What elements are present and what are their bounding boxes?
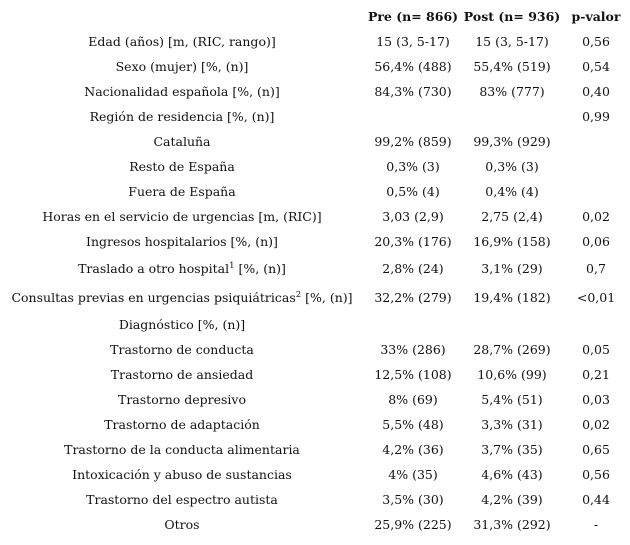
post-value: 15 (3, 5-17): [475, 34, 549, 49]
pre-value: 4,2% (36): [382, 442, 444, 457]
p-value: 0,05: [582, 342, 610, 357]
post-value: 16,9% (158): [473, 234, 551, 249]
table-row: [0, 283, 630, 312]
header-pre: Pre (n= 866): [367, 9, 459, 24]
p-value: 0,02: [582, 209, 610, 224]
post-value: 3,1% (29): [481, 261, 543, 276]
table-row: [0, 487, 630, 512]
table-row: [0, 512, 630, 537]
post-value: 19,4% (182): [473, 290, 551, 305]
row-label-text: Trastorno de adaptación: [104, 417, 260, 432]
post-value: 10,6% (99): [477, 367, 547, 382]
pre-value: 32,2% (279): [374, 290, 452, 305]
pre-value: 84,3% (730): [374, 84, 452, 99]
p-value: -: [593, 517, 599, 532]
row-label: [0, 179, 364, 204]
p-value: 0,02: [582, 417, 610, 432]
p-value: 0,7: [586, 261, 606, 276]
row-label: [0, 204, 364, 229]
pre-value: [364, 312, 462, 337]
row-label-text: Trastorno de ansiedad: [110, 367, 254, 382]
header-p-value: p-valor: [571, 9, 621, 24]
row-label-text: Fuera de España: [128, 184, 236, 199]
p-value: 0,56: [582, 467, 610, 482]
row-label: [0, 462, 364, 487]
table-row: [0, 254, 630, 283]
row-label-text: Sexo (mujer) [%, (n)]: [115, 59, 249, 74]
row-label-text: Ingresos hospitalarios [%, (n)]: [86, 234, 278, 249]
footnote-marker: 1: [229, 261, 235, 271]
row-label-text: Horas en el servicio de urgencias [m, (RIC)]: [42, 209, 322, 224]
row-label: [0, 512, 364, 537]
pre-value: 33% (286): [380, 342, 446, 357]
row-label: [0, 254, 364, 283]
p-value: 0,56: [582, 34, 610, 49]
post-value: 3,3% (31): [481, 417, 543, 432]
table-row: [0, 312, 630, 337]
p-value: [562, 312, 630, 337]
p-value: [562, 154, 630, 179]
post-value: 83% (777): [479, 84, 545, 99]
pre-value: [364, 104, 462, 129]
row-label-text: Consultas previas en urgencias psiquiátricas: [11, 290, 296, 305]
p-value: [562, 179, 630, 204]
header-label: [0, 4, 364, 29]
table-row: [0, 204, 630, 229]
row-label-text: Trastorno depresivo: [117, 392, 247, 407]
p-value: 0,44: [582, 492, 610, 507]
row-label: [0, 337, 364, 362]
table-row: [0, 54, 630, 79]
post-value: 99,3% (929): [473, 134, 551, 149]
pre-value: 4% (35): [388, 467, 438, 482]
row-label-text: Región de residencia [%, (n)]: [89, 109, 275, 124]
row-label: [0, 412, 364, 437]
post-value: [462, 104, 562, 129]
post-value: 4,2% (39): [481, 492, 543, 507]
row-label: [0, 129, 364, 154]
row-label: [0, 437, 364, 462]
post-value: 55,4% (519): [473, 59, 551, 74]
p-value: [562, 129, 630, 154]
pre-value: 5,5% (48): [382, 417, 444, 432]
post-value: 31,3% (292): [473, 517, 551, 532]
row-label: [0, 229, 364, 254]
table-row: [0, 337, 630, 362]
pre-value: 0,5% (4): [386, 184, 440, 199]
row-label: [0, 29, 364, 54]
row-label-text: Intoxicación y abuso de sustancias: [72, 467, 292, 482]
table-row: [0, 129, 630, 154]
comparison-table: [0, 4, 630, 537]
pre-value: 99,2% (859): [374, 134, 452, 149]
table-row: [0, 362, 630, 387]
row-label: [0, 387, 364, 412]
pre-value: 3,03 (2,9): [382, 209, 444, 224]
post-value: 5,4% (51): [481, 392, 543, 407]
table-row: [0, 462, 630, 487]
row-label-text: Traslado a otro hospital: [78, 261, 230, 276]
table-row: [0, 437, 630, 462]
pre-value: 8% (69): [388, 392, 438, 407]
table-row: [0, 104, 630, 129]
p-value: 0,99: [582, 109, 610, 124]
pre-value: 56,4% (488): [374, 59, 452, 74]
post-value: 2,75 (2,4): [481, 209, 543, 224]
row-label-text: Nacionalidad española [%, (n)]: [84, 84, 280, 99]
pre-value: 20,3% (176): [374, 234, 452, 249]
pre-value: 3,5% (30): [382, 492, 444, 507]
p-value: 0,21: [582, 367, 610, 382]
row-label-suffix: [%, (n)]: [234, 261, 286, 276]
table-body: [0, 29, 630, 537]
row-label-text: Cataluña: [153, 134, 211, 149]
row-label-suffix: [%, (n)]: [301, 290, 353, 305]
row-label: [0, 54, 364, 79]
table-row: [0, 412, 630, 437]
footnote-marker: 2: [295, 290, 302, 300]
row-label-text: Diagnóstico [%, (n)]: [118, 317, 246, 332]
pre-value: 15 (3, 5-17): [376, 34, 450, 49]
row-label-text: Otros: [164, 517, 200, 532]
post-value: 28,7% (269): [473, 342, 551, 357]
pre-value: 12,5% (108): [374, 367, 452, 382]
p-value: 0,06: [582, 234, 610, 249]
row-label: [0, 104, 364, 129]
p-value: 0,54: [582, 59, 610, 74]
post-value: [462, 312, 562, 337]
pre-value: 2,8% (24): [382, 261, 444, 276]
table-row: [0, 229, 630, 254]
post-value: 4,6% (43): [481, 467, 543, 482]
pre-value: 25,9% (225): [374, 517, 452, 532]
row-label-text: Trastorno de la conducta alimentaria: [64, 442, 300, 457]
table-row: [0, 29, 630, 54]
p-value: <0,01: [576, 290, 616, 305]
row-label: [0, 362, 364, 387]
row-label: [0, 154, 364, 179]
row-label: [0, 487, 364, 512]
row-label-text: Trastorno de conducta: [110, 342, 254, 357]
row-label: [0, 312, 364, 337]
table-header-row: [0, 4, 630, 29]
post-value: 0,3% (3): [485, 159, 539, 174]
pre-value: 0,3% (3): [386, 159, 440, 174]
row-label-text: Trastorno del espectro autista: [86, 492, 278, 507]
p-value: 0,65: [582, 442, 610, 457]
table-row: [0, 79, 630, 104]
post-value: 0,4% (4): [485, 184, 539, 199]
p-value: 0,40: [582, 84, 610, 99]
table-row: [0, 154, 630, 179]
header-post: Post (n= 936): [463, 9, 561, 24]
p-value: 0,03: [582, 392, 610, 407]
row-label-text: Resto de España: [129, 159, 235, 174]
post-value: 3,7% (35): [481, 442, 543, 457]
row-label: [0, 79, 364, 104]
table-row: [0, 179, 630, 204]
row-label: [0, 283, 364, 312]
table-row: [0, 387, 630, 412]
row-label-text: Edad (años) [m, (RIC, rango)]: [88, 34, 276, 49]
